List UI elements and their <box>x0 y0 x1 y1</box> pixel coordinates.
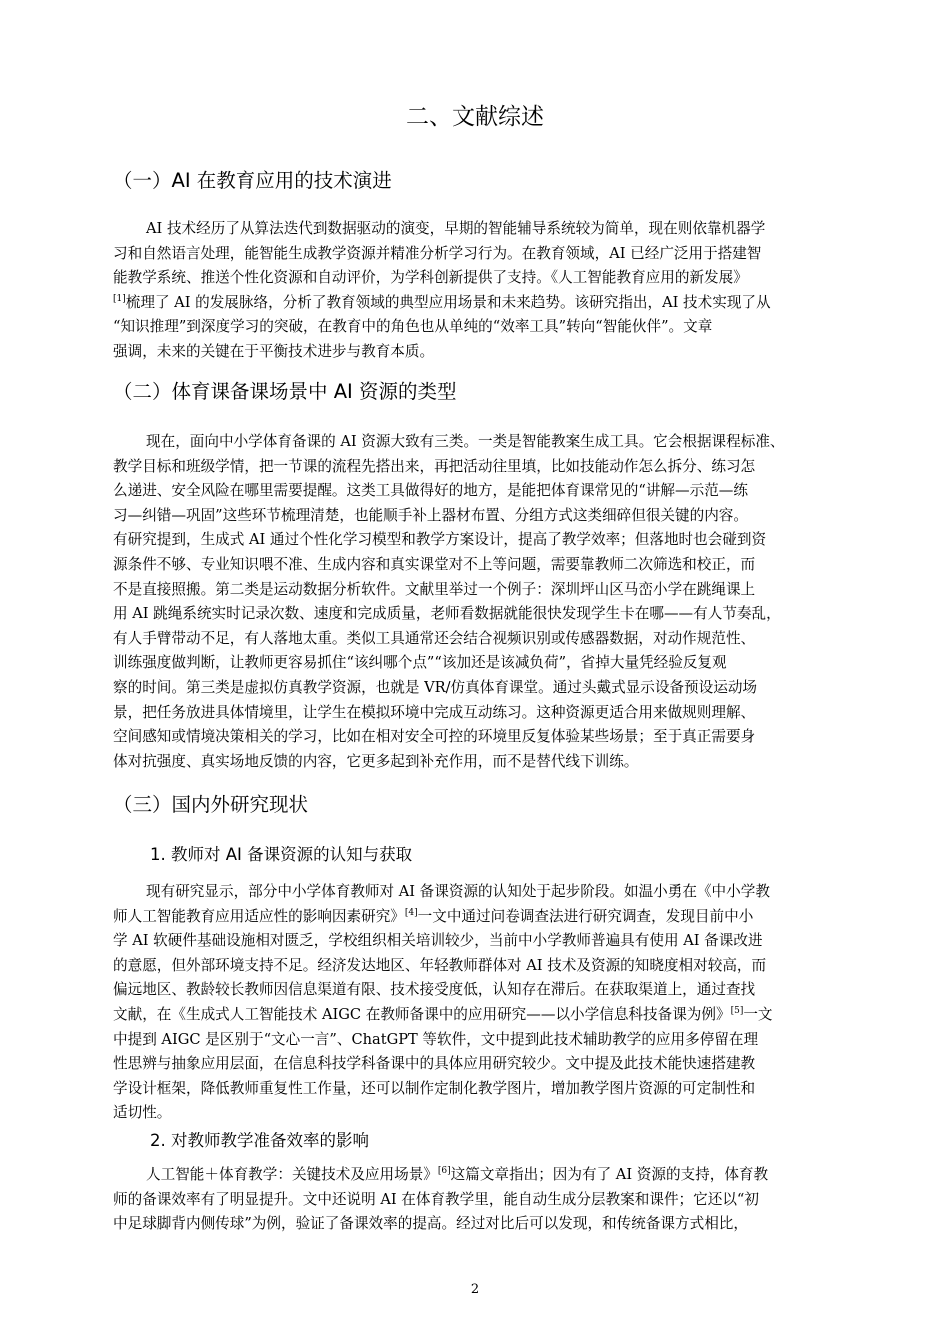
text-line: 习—纠错—巩固”这些环节梳理清楚，也能顺手补上器材布置、分组方式这类细碎但很关键的内容。 <box>113 506 748 524</box>
text-span: 梳理了 AI 的发展脉络，分析了教育领域的典型应用场景和未来趋势。该研究指出，AI 技术实现了从 <box>125 293 771 311</box>
text-line: 有研究提到，生成式 AI 通过个性化学习模型和教学方案设计，提高了教学效率；但落地时也会碰到资 <box>113 531 767 549</box>
text-line: 空间感知或情境决策相关的学习，比如在相对安全可控的环境里反复体验某些场景；至于真正需要身 <box>113 728 756 746</box>
text-span: 这篇文章指出；因为有了 AI 资源的支持，体育教 <box>450 1166 769 1183</box>
text-line: 适切性。 <box>113 1104 172 1122</box>
text-line <box>113 291 873 316</box>
text-line: 性思辨与抽象应用层面，在信息科技学科备课中的具体应用研究较少。文中提及此技术能快速搭建教 <box>113 1055 756 1073</box>
section-heading-1: （一）AI 在教育应用的技术演进 <box>113 169 392 192</box>
text-line: 源条件不够、专业知识喂不准、生成内容和真实课堂对不上等问题，需要靠教师二次筛选和校正，而 <box>113 555 756 573</box>
text-line <box>113 1163 873 1188</box>
text-line: 体对抗强度、真实场地反馈的内容，它更多起到补充作用，而不是替代线下训练。 <box>113 752 639 770</box>
text-line: 用 AI 跳绳系统实时记录次数、速度和完成质量，老师看数据就能很快发现学生卡在哪——有人节奏乱， <box>113 605 781 623</box>
text-line: 中足球脚背内侧传球”为例，验证了备课效率的提高。经过对比后可以发现，和传统备课方式相比， <box>113 1215 748 1233</box>
text-span: 人工智能＋体育教学：关键技术及应用场景》 <box>146 1166 438 1183</box>
text-line: 景，把任务放进具体情境里，让学生在模拟环境中完成互动练习。这种资源更适合用来做规则理解、 <box>113 703 756 721</box>
text-line: 学 AI 软硬件基础设施相对匮乏，学校组织相关培训较少，当前中小学教师普遍具有使用 AI 备课改进 <box>113 932 763 950</box>
text-line: 教学目标和班级学情，把一节课的流程先搭出来，再把活动往里填，比如技能动作怎么拆分、练习怎 <box>113 457 756 475</box>
text-line: 师的备课效率有了明显提升。文中还说明 AI 在体育教学里，能自动生成分层教案和课件；它还以“初 <box>113 1190 759 1208</box>
citation-ref: [4] <box>404 907 418 918</box>
text-line: 中提到 AIGC 是区别于“文心一言”、ChatGPT 等软件，文中提到此技术辅助教学的应用多停留在理 <box>113 1030 759 1048</box>
section-2-paragraph <box>113 430 873 774</box>
text-line: 强调，未来的关键在于平衡技术进步与教育本质。 <box>113 342 435 360</box>
text-line <box>113 1003 873 1028</box>
citation-ref: [5] <box>730 1005 744 1016</box>
citation-ref: [1] <box>113 293 126 304</box>
section-heading-3: （三）国内外研究现状 <box>113 793 309 816</box>
subsection-1-paragraph <box>113 880 873 1126</box>
text-line: 能教学系统、推送个性化资源和自动评价，为学科创新提供了支持。《人工智能教育应用的新发展》 <box>113 269 748 287</box>
text-line: 的意愿，但外部环境支持不足。经济发达地区、年轻教师群体对 AI 技术及资源的知晓度相对较高，而 <box>113 956 767 974</box>
text-line: “知识推理”到深度学习的突破，在教育中的角色也从单纯的“效率工具”转向“智能伙伴”。文章 <box>113 318 713 336</box>
text-line: 不是直接照搬。第二类是运动数据分析软件。文献里举过一个例子：深圳坪山区马峦小学在跳绳课上 <box>113 580 756 598</box>
subsection-heading-2: 2. 对教师教学准备效率的影响 <box>150 1131 369 1150</box>
page-number: 2 <box>470 1282 480 1297</box>
page-title: 二、文献综述 <box>406 104 544 130</box>
text-line: 学设计框架，降低教师重复性工作量，还可以制作定制化教学图片，增加教学图片资源的可定制性和 <box>113 1079 756 1097</box>
text-line: 现在，面向中小学体育备课的 AI 资源大致有三类。一类是智能教案生成工具。它会根据课程标准、 <box>146 433 785 450</box>
text-span: 一文中通过问卷调查法进行研究调查，发现目前中小 <box>417 907 754 925</box>
text-line: 训练强度做判断，让教师更容易抓住“该纠哪个点”“该加还是该减负荷”，省掉大量凭经验反复观 <box>113 654 727 672</box>
text-span: 文献，在《生成式人工智能技术 AIGC 在教师备课中的应用研究——以小学信息科技备课为例》 <box>113 1005 731 1023</box>
section-heading-2: （二）体育课备课场景中 AI 资源的类型 <box>113 380 457 403</box>
text-line: AI 技术经历了从算法迭代到数据驱动的演变，早期的智能辅导系统较为简单，现在则依靠机器学 <box>146 220 766 237</box>
subsection-2-paragraph <box>113 1163 873 1237</box>
text-line: 习和自然语言处理，能智能生成教学资源并精准分析学习行为。在教育领域，AI 已经广泛用于搭建智 <box>113 244 762 262</box>
subsection-heading-1: 1. 教师对 AI 备课资源的认知与获取 <box>150 845 413 864</box>
text-line: 么递进、安全风险在哪里需要提醒。这类工具做得好的地方，是能把体育课常见的“讲解—示范—练 <box>113 482 748 500</box>
text-span: 师人工智能教育应用适应性的影响因素研究》 <box>113 907 405 925</box>
text-span: 一文 <box>743 1005 773 1023</box>
text-line: 现有研究显示，部分中小学体育教师对 AI 备课资源的认知处于起步阶段。如温小勇在《中小学教 <box>146 883 770 900</box>
citation-ref: [6] <box>437 1166 451 1176</box>
section-1-paragraph <box>113 217 873 365</box>
text-line <box>113 905 873 930</box>
text-line: 偏远地区、教龄较长教师因信息渠道有限、技术接受度低，认知存在滞后。在获取渠道上，通过查找 <box>113 981 756 999</box>
text-line: 察的时间。第三类是虚拟仿真教学资源，也就是 VR/仿真体育课堂。通过头戴式显示设备预设运动场 <box>113 678 758 696</box>
text-line: 有人手臂带动不足，有人落地太重。类似工具通常还会结合视频识别或传感器数据，对动作规范性、 <box>113 629 756 647</box>
